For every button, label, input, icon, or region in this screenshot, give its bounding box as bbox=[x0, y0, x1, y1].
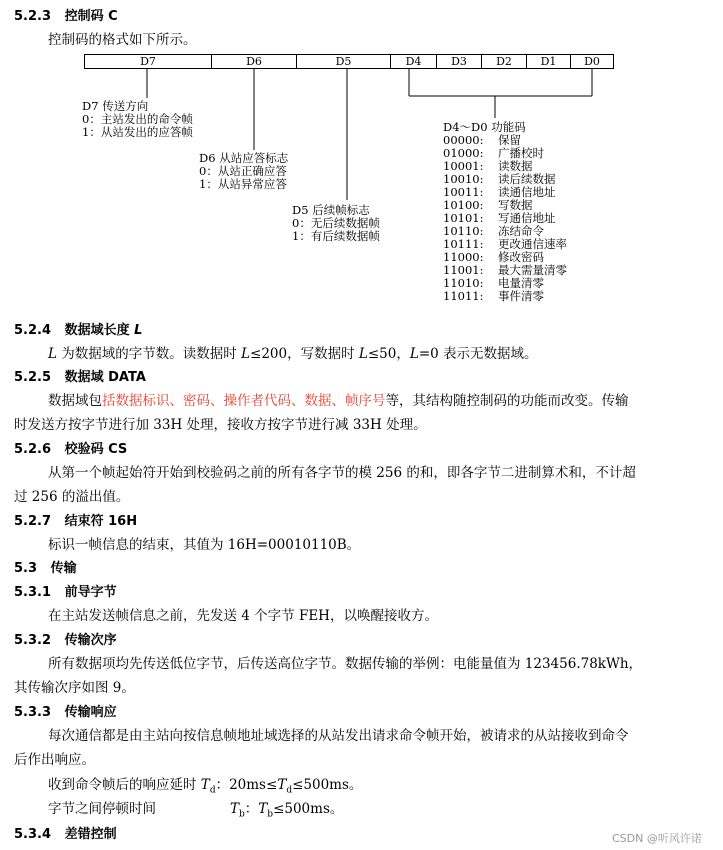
heading-5-2-5 bbox=[14, 366, 146, 385]
section-number: 5.3.3 bbox=[14, 705, 52, 720]
section-number: 5.2.3 bbox=[14, 9, 52, 24]
response-line-1: 每次通信都是由主站向按信息帧地址域选择的从站发出请求命令帧开始，被请求的从站接收到命令 bbox=[48, 728, 629, 744]
function-code-desc: 更改通信速率 bbox=[498, 237, 567, 251]
d7-title: D7 传送方向 bbox=[82, 99, 149, 113]
heading-5-2-4 bbox=[14, 319, 142, 338]
function-code-value: 10011: bbox=[443, 185, 484, 199]
d5-description bbox=[292, 204, 380, 243]
d5-line-1: 1：有后续数据帧 bbox=[292, 229, 380, 243]
function-code-desc: 读通信地址 bbox=[498, 185, 556, 199]
function-code-value: 10001: bbox=[443, 159, 484, 173]
function-code-desc: 保留 bbox=[498, 133, 521, 147]
section-title: 传输响应 bbox=[64, 705, 117, 720]
section-number: 5.3.1 bbox=[14, 585, 52, 600]
d7-description bbox=[82, 100, 193, 139]
heading-5-2-7 bbox=[14, 510, 137, 529]
function-code-value: 01000: bbox=[443, 146, 484, 160]
section-title: 前导字节 bbox=[64, 585, 117, 600]
d6-line-1: 1：从站异常应答 bbox=[199, 177, 287, 191]
section-number: 5.2.4 bbox=[14, 323, 52, 338]
heading-5-2-6 bbox=[14, 438, 127, 457]
function-code-desc: 修改密码 bbox=[498, 250, 544, 264]
function-code-value: 10111: bbox=[443, 237, 484, 251]
function-code-value: 11001: bbox=[443, 263, 484, 277]
bit-cell-d3: D3 bbox=[436, 54, 482, 69]
bit-cell-d2: D2 bbox=[481, 54, 527, 69]
function-code-value: 10110: bbox=[443, 224, 484, 238]
order-line-1: 所有数据项均先传送低位字节，后传送高位字节。数据传输的举例：电能量值为 123456.78kWh， bbox=[48, 656, 643, 672]
section-title: 数据域长度 bbox=[64, 323, 130, 338]
function-code-desc: 写数据 bbox=[498, 198, 533, 212]
heading-5-3-4 bbox=[14, 823, 117, 842]
d5-line-0: 0：无后续数据帧 bbox=[292, 216, 380, 230]
function-code-desc: 写通信地址 bbox=[498, 211, 556, 225]
section-number: 5.2.5 bbox=[14, 370, 52, 385]
data-length-paragraph: L 为数据域的字节数。读数据时 L≤200，写数据时 L≤50，L=0 表示无数据域。 bbox=[48, 346, 538, 362]
function-code-desc: 读后续数据 bbox=[498, 172, 556, 186]
section-title: 传输 bbox=[50, 561, 77, 576]
function-code-value: 10101: bbox=[443, 211, 484, 225]
watermark: CSDN @听风许诺 bbox=[612, 832, 702, 845]
section-title-var: L bbox=[134, 323, 143, 338]
data-field-line-2: 时发送方按字节进行加 33H 处理，接收方按字节进行减 33H 处理。 bbox=[14, 417, 427, 433]
d6-title: D6 从站应答标志 bbox=[199, 151, 289, 165]
function-code-row bbox=[443, 290, 567, 303]
section-number: 5.3.2 bbox=[14, 633, 52, 648]
bit-cell-d6: D6 bbox=[211, 54, 297, 69]
section-title: 校验码 CS bbox=[64, 442, 128, 457]
d7-line-0: 0：主站发出的命令帧 bbox=[82, 112, 193, 126]
d6-description bbox=[199, 152, 288, 191]
function-code-desc: 广播校时 bbox=[498, 146, 544, 160]
checksum-line-1: 从第一个帧起始符开始到校验码之前的所有各字节的模 256 的和，即各字节二进制算术和，不计超 bbox=[48, 465, 636, 481]
section-number: 5.3.4 bbox=[14, 827, 52, 842]
function-code-desc: 冻结命令 bbox=[498, 224, 544, 238]
bit-cell-d1: D1 bbox=[526, 54, 571, 69]
section-title: 差错控制 bbox=[64, 827, 117, 842]
function-code-value: 11010: bbox=[443, 276, 484, 290]
function-code-value: 00000: bbox=[443, 133, 484, 147]
heading-5-3 bbox=[14, 557, 77, 576]
response-delay-line: 收到命令帧后的响应延时 $T_d$：$20ms\le T_d\le 500ms$。 bbox=[48, 777, 363, 796]
section-title: 结束符 16H bbox=[64, 514, 138, 529]
function-code-value: 11000: bbox=[443, 250, 484, 264]
function-code-desc: 最大需量清零 bbox=[498, 263, 567, 277]
response-line-2: 后作出响应。 bbox=[14, 752, 95, 768]
function-code-desc: 读数据 bbox=[498, 159, 533, 173]
order-line-2: 其传输次序如图 9。 bbox=[14, 680, 135, 696]
end-char-line: 标识一帧信息的结束，其值为 16H=00010110B。 bbox=[48, 537, 361, 553]
bit-cell-d7: D7 bbox=[84, 54, 212, 69]
data-field-line-1: 数据域包括数据标识、密码、操作者代码、数据、帧序号等，其结构随控制码的功能而改变。传输 bbox=[48, 393, 629, 409]
function-code-value: 11011: bbox=[443, 289, 484, 303]
section-number: 5.2.7 bbox=[14, 514, 52, 529]
byte-gap-line: 字节之间停顿时间 $T_b$：$T_b\le 500ms$。 bbox=[48, 801, 344, 820]
section-title: 传输次序 bbox=[64, 633, 117, 648]
figure-connector-lines bbox=[0, 0, 723, 320]
section-title: 数据域 DATA bbox=[64, 370, 146, 385]
bit-cell-d5: D5 bbox=[296, 54, 391, 69]
heading-5-3-3 bbox=[14, 701, 117, 720]
highlighted-text: 括数据标识、密码、操作者代码、数据、帧序号 bbox=[102, 393, 386, 409]
heading-5-3-1 bbox=[14, 581, 117, 600]
function-code-value: 10100: bbox=[443, 198, 484, 212]
function-code-value: 10010: bbox=[443, 172, 484, 186]
section-number: 5.3 bbox=[14, 561, 38, 576]
function-code-list bbox=[443, 121, 567, 303]
func-title: D4～D0 功能码 bbox=[443, 120, 526, 134]
function-code-desc: 事件清零 bbox=[498, 289, 544, 303]
function-code-desc: 电量清零 bbox=[498, 276, 544, 290]
preamble-line: 在主站发送帧信息之前，先发送 4 个字节 FEH，以唤醒接收方。 bbox=[48, 608, 438, 624]
d5-title: D5 后续帧标志 bbox=[292, 203, 370, 217]
d6-line-0: 0：从站正确应答 bbox=[199, 164, 287, 178]
section-number: 5.2.6 bbox=[14, 442, 52, 457]
section-title: 控制码 C bbox=[64, 9, 118, 24]
checksum-line-2: 过 256 的溢出值。 bbox=[14, 489, 130, 505]
d7-line-1: 1：从站发出的应答帧 bbox=[82, 125, 193, 139]
bit-cell-d4: D4 bbox=[390, 54, 437, 69]
bit-cell-d0: D0 bbox=[570, 54, 614, 69]
control-code-intro: 控制码的格式如下所示。 bbox=[48, 32, 197, 48]
heading-5-3-2 bbox=[14, 629, 117, 648]
